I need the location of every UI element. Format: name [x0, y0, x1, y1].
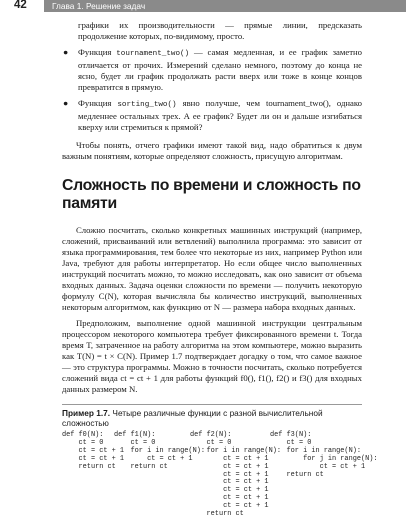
- bullet-text: явно получше, чем tournament_two(), однако медленнее остальных трех. А ее график? Будет ли он и дальше изгибаться кверху или стремиться к прямой?: [78, 98, 363, 132]
- inline-code: tournament_two(): [116, 50, 190, 58]
- inline-code: sorting_two(): [117, 101, 177, 109]
- bullet-text: графики их производительности — прямые линии, предсказать продолжение которых, по-видимому, просто.: [78, 20, 362, 41]
- running-header: [14, 0, 406, 15]
- listing-caption-text: Четыре различные функции с разной вычислительной сложностью: [62, 408, 323, 428]
- chapter-title: Глава 1. Решение задач: [52, 1, 146, 11]
- bullet-text: Функция: [78, 47, 117, 57]
- bullet-item: [62, 20, 362, 42]
- code-listing: [62, 431, 378, 522]
- code-block-f3: def f3(N): ct = 0 for i in range(N): for j in range(N): ct = ct + 1 return ct: [270, 431, 378, 479]
- chapter-bar: [44, 0, 406, 12]
- bullet-text: — самая медленная, и ее график заметно отличается от прочих. Измерений сделано немного, поэтому до конца не ясно, будет ли график продолжать расти вверх или тоже в конце концов превратится в прямую.: [78, 47, 362, 92]
- bullet-item: [62, 98, 362, 133]
- page-body: [62, 20, 378, 522]
- intro-paragraph: Чтобы понять, отчего графики имеют такой вид, надо обратиться к двум важным понятиям, которые определяют сложность, присущую алгоритмам.: [62, 140, 362, 161]
- page-number: 42: [14, 0, 27, 11]
- listing-caption: [62, 404, 362, 428]
- code-block-f2: def f2(N): ct = 0 for i in range(N): ct = ct + 1 ct = ct + 1 ct = ct + 1 ct = ct + 1 ct = ct + 1 ct = ct + 1 ct = ct + 1 return ct: [190, 431, 281, 519]
- bullet-icon: ●: [63, 47, 69, 57]
- body-paragraph: Предположим, выполнение одной машинной инструкции центральным процессором некоторого компьютера требует фиксированного времени t. Тогда время T, затраченное на работу алгоритма на этом компьютере, можно выразить как T(N) = t × C(N). Пример 1.7 подтверждает догадку о том, что самое важное — это структура программы. Можно в точности посчитать, сколько потребуется сложений вида ct = ct + 1 для работы функций f0(), f1(), f2() и f3() для входных данных размером N.: [62, 318, 362, 394]
- body-paragraph: Сложно посчитать, сколько конкретных машинных инструкций (например, сложений, присваиваний или ветвлений) выполнила программа: это зависит от языка программирования, тем более что некоторые из них, например Python или Java, требуют для работы интерпретатор. Но если общее число выполненных инструкций посчитать можно, то можно исследовать, как оно зависит от объема входных данных. Задача оценки сложности по времени — получить некоторую формулу C(N), которая вычисляла бы количество инструкций, выполненных некоторым алгоритмом, как функцию от N — размера набора входных данных.: [62, 225, 362, 312]
- bullet-text: Функция: [78, 98, 118, 108]
- code-block-f1: def f1(N): ct = 0 for i in range(N): ct = ct + 1 return ct: [114, 431, 205, 471]
- bullet-icon: ●: [63, 98, 69, 108]
- bullet-item: [62, 47, 362, 93]
- section-heading: Сложность по времени и сложность по памяти: [62, 177, 361, 212]
- listing-label: Пример 1.7.: [62, 408, 111, 418]
- code-block-f0: def f0(N): ct = 0 ct = ct + 1 ct = ct + 1 return ct: [62, 431, 125, 471]
